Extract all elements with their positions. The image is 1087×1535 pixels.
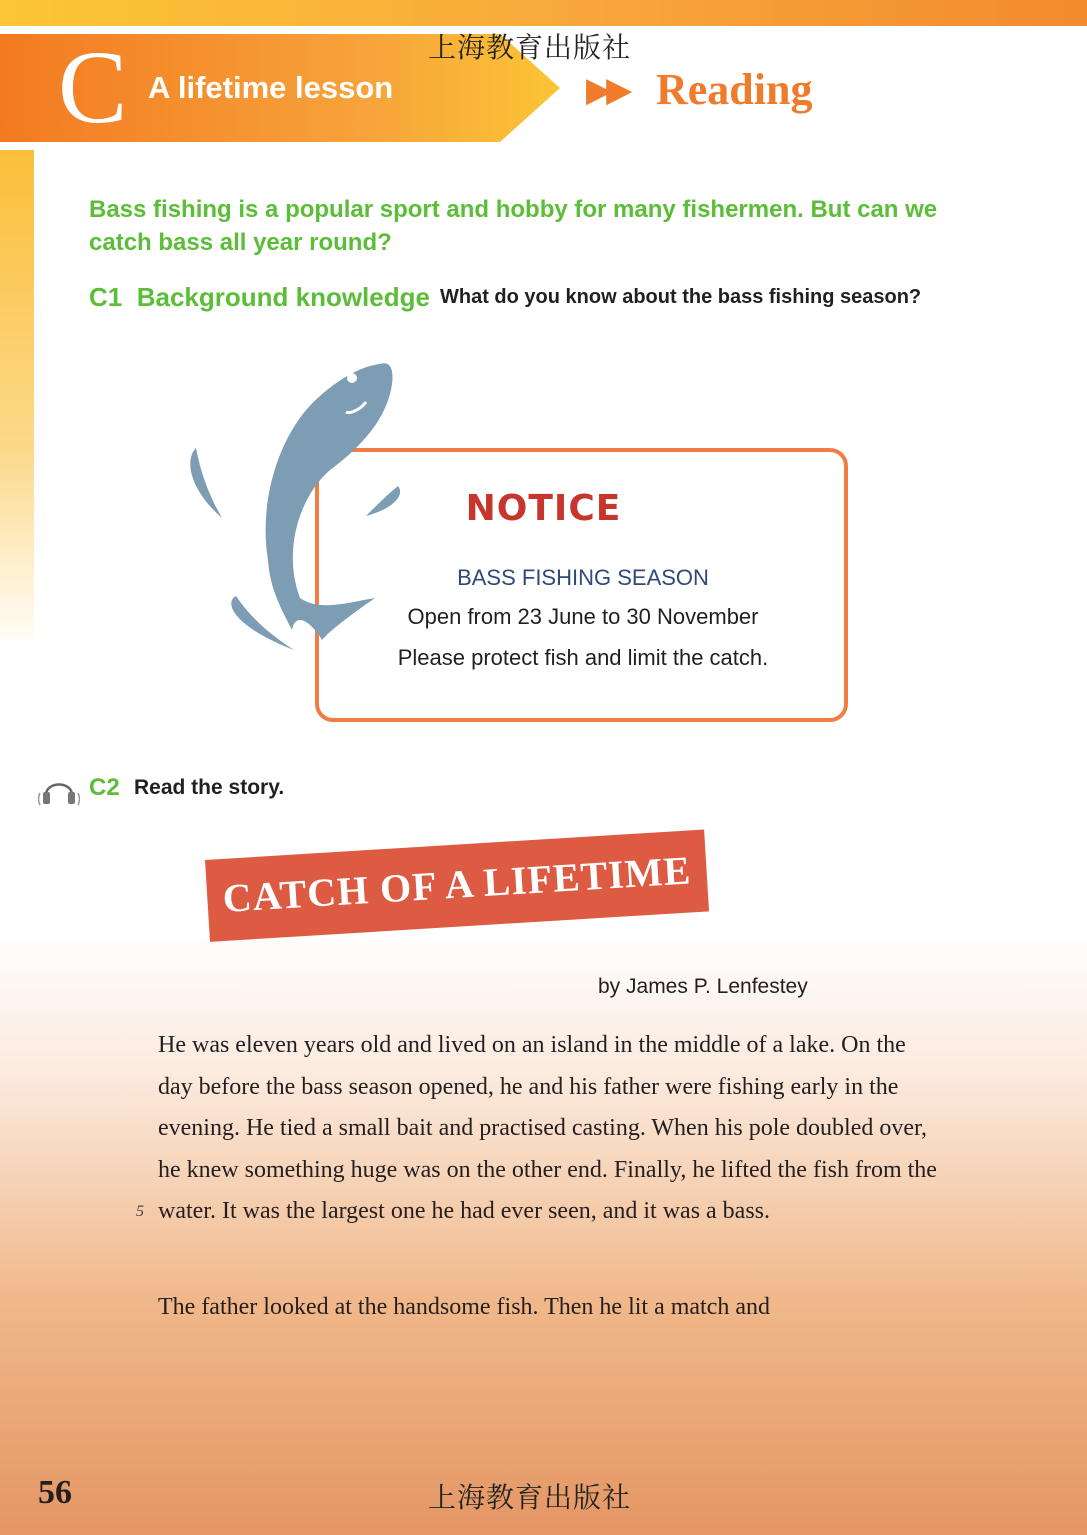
c1-question: What do you know about the bass fishing season? bbox=[440, 286, 922, 308]
c1-title: Background knowledge bbox=[136, 282, 430, 312]
section-letter: C bbox=[58, 30, 128, 145]
story-paragraph-2: The father looked at the handsome fish. Then he lit a match and bbox=[158, 1294, 771, 1320]
top-color-bar bbox=[0, 0, 1087, 26]
line-number: 5 bbox=[136, 1203, 144, 1220]
page-number: 56 bbox=[38, 1474, 72, 1511]
story-author: by James P. Lenfestey bbox=[598, 975, 808, 998]
story-paragraph-1: He was eleven years old and lived on an island in the middle of a lake. On the day before the bass season opened, he and his father were fishing early in the evening. He tied a small bait and practised casting. When his pole doubled over, he knew something huge was on the other end. Finally, he lifted the fish from the water. It was the largest one he had ever seen, and it was a bass. bbox=[158, 1032, 937, 1224]
publisher-watermark-bottom: 上海教育出版社 bbox=[428, 1481, 632, 1514]
notice-title: NOTICE bbox=[465, 488, 622, 529]
double-arrow-icon: ▶▶ bbox=[586, 71, 627, 109]
notice-line-open: Open from 23 June to 30 November bbox=[407, 604, 759, 629]
unit-title: A lifetime lesson bbox=[148, 70, 394, 105]
story-title-banner bbox=[205, 829, 709, 941]
intro-text: Bass fishing is a popular sport and hobby for many fishermen. But can we catch bass all year round? bbox=[89, 196, 938, 256]
notice-subtitle: BASS FISHING SEASON bbox=[457, 565, 709, 590]
c1-label: C1 bbox=[89, 282, 123, 312]
notice-line-protect: Please protect fish and limit the catch. bbox=[397, 645, 769, 670]
story-title: CATCH OF A LIFETIME bbox=[221, 847, 693, 921]
section-name: Reading bbox=[656, 65, 813, 114]
c1-heading bbox=[89, 282, 430, 313]
left-color-strip bbox=[0, 150, 34, 650]
c2-label: C2 bbox=[89, 774, 120, 801]
audio-headphones-icon[interactable] bbox=[38, 775, 80, 807]
c2-instruction: Read the story. bbox=[134, 776, 285, 799]
publisher-watermark-top: 上海教育出版社 bbox=[428, 31, 632, 64]
